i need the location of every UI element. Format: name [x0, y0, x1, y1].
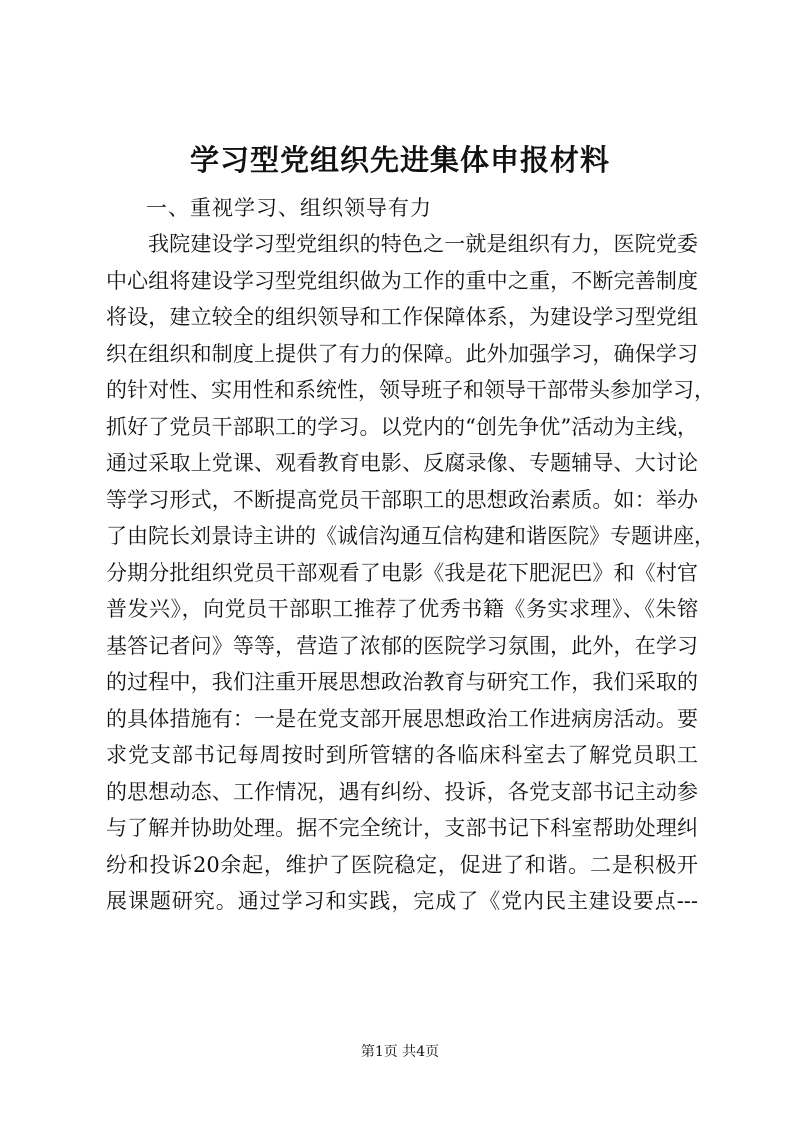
paragraph-line: 通过采取上党课、观看教育电影、反腐录像、专题辅导、大讨论 [106, 451, 698, 475]
paragraph-line: 将设，建立较全的组织领导和工作保障体系，为建设学习型党组 [106, 305, 698, 329]
paragraph-line: 展课题研究。通过学习和实践，完成了《党内民主建设要点--- [106, 889, 698, 913]
paragraph-line: 了由院长刘景诗主讲的《诚信沟通互信构建和谐医院》专题讲座， [106, 524, 715, 548]
paragraph-line: 的针对性、实用性和系统性，领导班子和领导干部带头参加学习， [106, 378, 715, 402]
paragraph-line: 基答记者问》等等，营造了浓郁的医院学习氛围，此外，在学习 [106, 633, 698, 658]
paragraph-line: 的思想动态、工作情况，遇有纠纷、投诉，各党支部书记主动参 [106, 779, 698, 804]
paragraph-line: 分期分批组织党员干部观看了电影《我是花下肥泥巴》和《村官 [106, 560, 698, 585]
paragraph-line: 的具体措施有：一是在党支部开展思想政治工作进病房活动。要 [106, 706, 698, 731]
paragraph-line: 与了解并协助处理。据不完全统计，支部书记下科室帮助处理纠 [106, 816, 698, 840]
section-heading: 一、重视学习、组织领导有力 [146, 196, 432, 220]
page-number-footer: 第1页 共4页 [360, 1044, 440, 1060]
paragraph-line: 普发兴》，向党员干部职工推荐了优秀书籍《务实求理》、《朱镕 [106, 597, 698, 621]
body-paragraph [106, 226, 715, 920]
paragraph-line: 织在组织和制度上提供了有力的保障。此外加强学习，确保学习 [106, 341, 698, 366]
paragraph-line: 我院建设学习型党组织的特色之一就是组织有力，医院党委 [148, 232, 698, 256]
paragraph-line: 纷和投诉20余起，维护了医院稳定，促进了和谐。二是积极开 [106, 852, 698, 877]
paragraph-line: 的过程中，我们注重开展思想政治教育与研究工作，我们采取的 [106, 670, 698, 694]
paragraph-line: 求党支部书记每周按时到所管辖的各临床科室去了解党员职工 [106, 743, 698, 767]
paragraph-line: 中心组将建设学习型党组织做为工作的重中之重，不断完善制度 [106, 268, 698, 293]
paragraph-line: 等学习形式，不断提高党员干部职工的思想政治素质。如：举办 [106, 487, 698, 512]
paragraph-line: 抓好了党员干部职工的学习。以党内的“创先争优”活动为主线， [106, 414, 698, 439]
document-title: 学习型党组织先进集体申报材料 [189, 143, 610, 177]
